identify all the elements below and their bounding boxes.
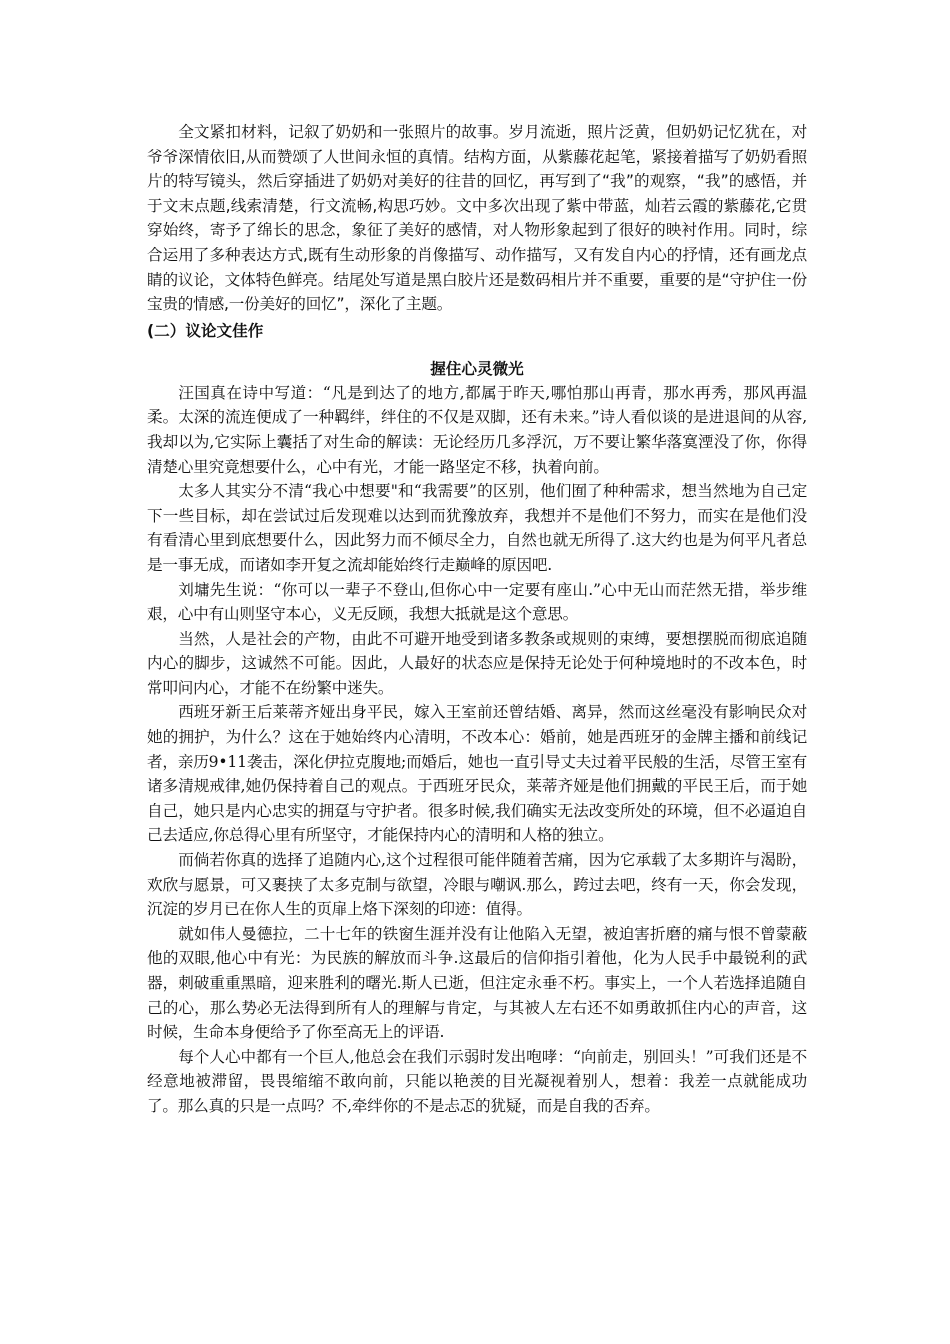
section-heading: (二）议论文佳作 bbox=[147, 321, 264, 340]
essay-paragraph: 而倘若你真的选择了追随内心,这个过程很可能伴随着苦痛，因为它承载了太多期许与渴盼，欢欣与愿景，可又裹挟了太多克制与欲望，冷眼与嘲讽.那么，跨过去吧，终有一天，你会发现，沉淀的岁月已在你人生的页扉上烙下深刻的印迹：值得。 bbox=[147, 851, 807, 919]
essay-paragraph: 汪国真在诗中写道：“凡是到达了的地方,都属于昨天,哪怕那山再青，那水再秀，那风再温柔。太深的流连便成了一种羁绊，绊住的不仅是双脚，还有未来。”诗人看似谈的是进退间的从容,我却以为,它实际上囊括了对生命的解读：无论经历几多浮沉，万不要让繁华落寞湮没了你，你得清楚心里究竟想要什么，心中有光，才能一路坚定不移，执着向前。 bbox=[147, 383, 807, 476]
essay-paragraph: 当然，人是社会的产物，由此不可避开地受到诸多教条或规则的束缚，要想摆脱而彻底追随内心的脚步，这诚然不可能。因此，人最好的状态应是保持无论处于何种境地时的不改本色，时常叩问内心，才能不在纷繁中迷失。 bbox=[147, 629, 807, 697]
essay-paragraph: 西班牙新王后莱蒂齐娅出身平民，嫁入王室前还曾结婚、离异，然而这丝毫没有影响民众对她的拥护，为什么？这在于她始终内心清明，不改本心：婚前，她是西班牙的金牌主播和前线记者，亲历9•11袭击，深化伊拉克腹地;而婚后，她也一直引导丈夫过着平民般的生活，尽管王室有诸多清规戒律,她仍保持着自己的观点。于西班牙民众，莱蒂齐娅是他们拥戴的平民王后，而于她自己，她只是内心忠实的拥趸与守护者。很多时候,我们确实无法改变所处的环境，但不必逼迫自己去适应,你总得心里有所坚守，才能保持内心的清明和人格的独立。 bbox=[147, 703, 807, 845]
essay-paragraph: 就如伟人曼德拉，二十七年的铁窗生涯并没有让他陷入无望，被迫害折磨的痛与恨不曾蒙蔽他的双眼,他心中有光：为民族的解放而斗争.这最后的信仰指引着他，化为人民手中最锐利的武器，刺破重重黑暗，迎来胜利的曙光.斯人已逝，但注定永垂不朽。事实上，一个人若选择追随自己的心，那么势必无法得到所有人的理解与肯定，与其被人左右还不如勇敢抓住内心的声音，这时候，生命本身便给予了你至高无上的评语. bbox=[147, 924, 807, 1042]
essay-paragraph: 刘墉先生说：“你可以一辈子不登山,但你心中一定要有座山.”心中无山而茫然无措，举步维艰，心中有山则坚守本心，义无反顾，我想大抵就是这个意思。 bbox=[147, 580, 807, 624]
essay-paragraph: 每个人心中都有一个巨人,他总会在我们示弱时发出咆哮：“向前走，别回头！”可我们还是不经意地被滞留，畏畏缩缩不敢向前，只能以艳羡的目光凝视着别人，想着：我差一点就能成功了。那么真的只是一点吗？不,牵绊你的不是忐忑的犹疑，而是自我的否弃。 bbox=[147, 1047, 807, 1115]
commentary-paragraph: 全文紧扣材料，记叙了奶奶和一张照片的故事。岁月流逝，照片泛黄，但奶奶记忆犹在，对爷爷深情依旧,从而赞颂了人世间永恒的真情。结构方面，从紫藤花起笔，紧接着描写了奶奶看照片的特写镜头，然后穿插进了奶奶对美好的往昔的回忆，再写到了“我”的观察，“我”的感悟，并于文末点题,线索清楚，行文流畅,构思巧妙。文中多次出现了紫中带蓝，灿若云霞的紫藤花,它贯穿始终，寄予了绵长的思念，象征了美好的感情，对人物形象起到了很好的映衬作用。同时，综合运用了多种表达方式,既有生动形象的肖像描写、动作描写，又有发自内心的抒情，还有画龙点睛的议论，文体特色鲜亮。结尾处写道是黑白胶片还是数码相片并不重要，重要的是“守护住一份宝贵的情感,一份美好的回忆”，深化了主题。 bbox=[147, 123, 807, 314]
page-content bbox=[147, 120, 807, 1119]
essay-title: 握住心灵微光 bbox=[430, 358, 524, 378]
essay-paragraph: 太多人其实分不清“我心中想要"和“我需要”的区别，他们囿了种种需求，想当然地为自己定下一些目标，却在尝试过后发现难以达到而犹豫放弃，我想并不是他们不努力，而实在是他们没有看清心里到底想要什么，因此努力而不倾尽全力，自然也就无所得了.这大约也是为何平凡者总是一事无成，而诸如李开复之流却能始终行走巅峰的原因吧. bbox=[147, 482, 807, 574]
